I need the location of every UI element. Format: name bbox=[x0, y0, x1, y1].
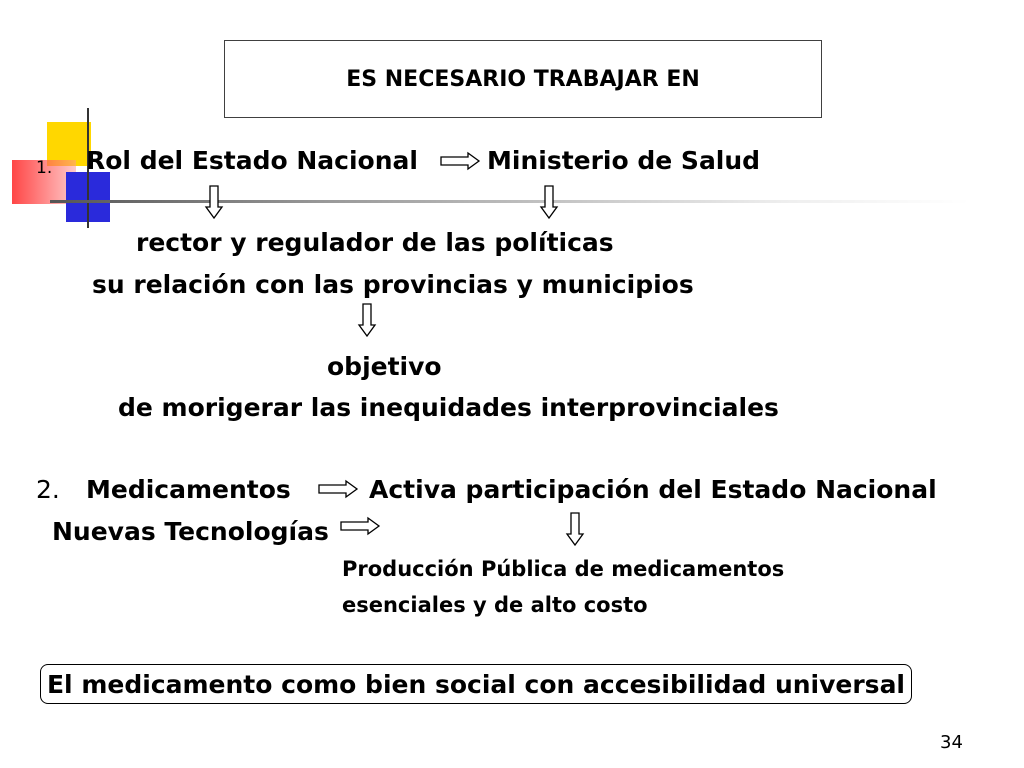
item2-number: 2. bbox=[36, 475, 60, 504]
arrow-down-icon bbox=[566, 512, 584, 546]
conclusion-text: El medicamento como bien social con accesibilidad universal bbox=[46, 669, 906, 699]
conclusion-box bbox=[40, 664, 912, 704]
arrow-down-icon bbox=[540, 185, 558, 219]
arrow-down-icon bbox=[205, 185, 223, 219]
arrow-right-icon bbox=[440, 152, 480, 170]
slide-title-text: ES NECESARIO TRABAJAR EN bbox=[346, 66, 700, 92]
item1-line2: su relación con las provincias y municipios bbox=[92, 270, 694, 299]
item1-objective-detail: de morigerar las inequidades interprovinciales bbox=[118, 393, 779, 422]
page-number: 34 bbox=[940, 732, 963, 753]
item2-left-text: Medicamentos bbox=[86, 475, 291, 504]
arrow-down-icon bbox=[358, 303, 376, 337]
item1-objective: objetivo bbox=[327, 352, 442, 381]
arrow-right-icon bbox=[340, 517, 380, 535]
item2-right-text: Activa participación del Estado Nacional bbox=[369, 475, 937, 504]
item1-number: 1. bbox=[36, 158, 53, 178]
item2-production-line2: esenciales y de alto costo bbox=[342, 593, 648, 617]
item2-sub-text: Nuevas Tecnologías bbox=[52, 517, 329, 546]
item1-right-text: Ministerio de Salud bbox=[487, 146, 761, 175]
item1-line1: rector y regulador de las políticas bbox=[136, 228, 614, 257]
slide-title bbox=[224, 40, 822, 118]
item2-production-line1: Producción Pública de medicamentos bbox=[342, 557, 785, 581]
item1-left-text: Rol del Estado Nacional bbox=[86, 146, 418, 175]
arrow-right-icon bbox=[318, 480, 358, 498]
